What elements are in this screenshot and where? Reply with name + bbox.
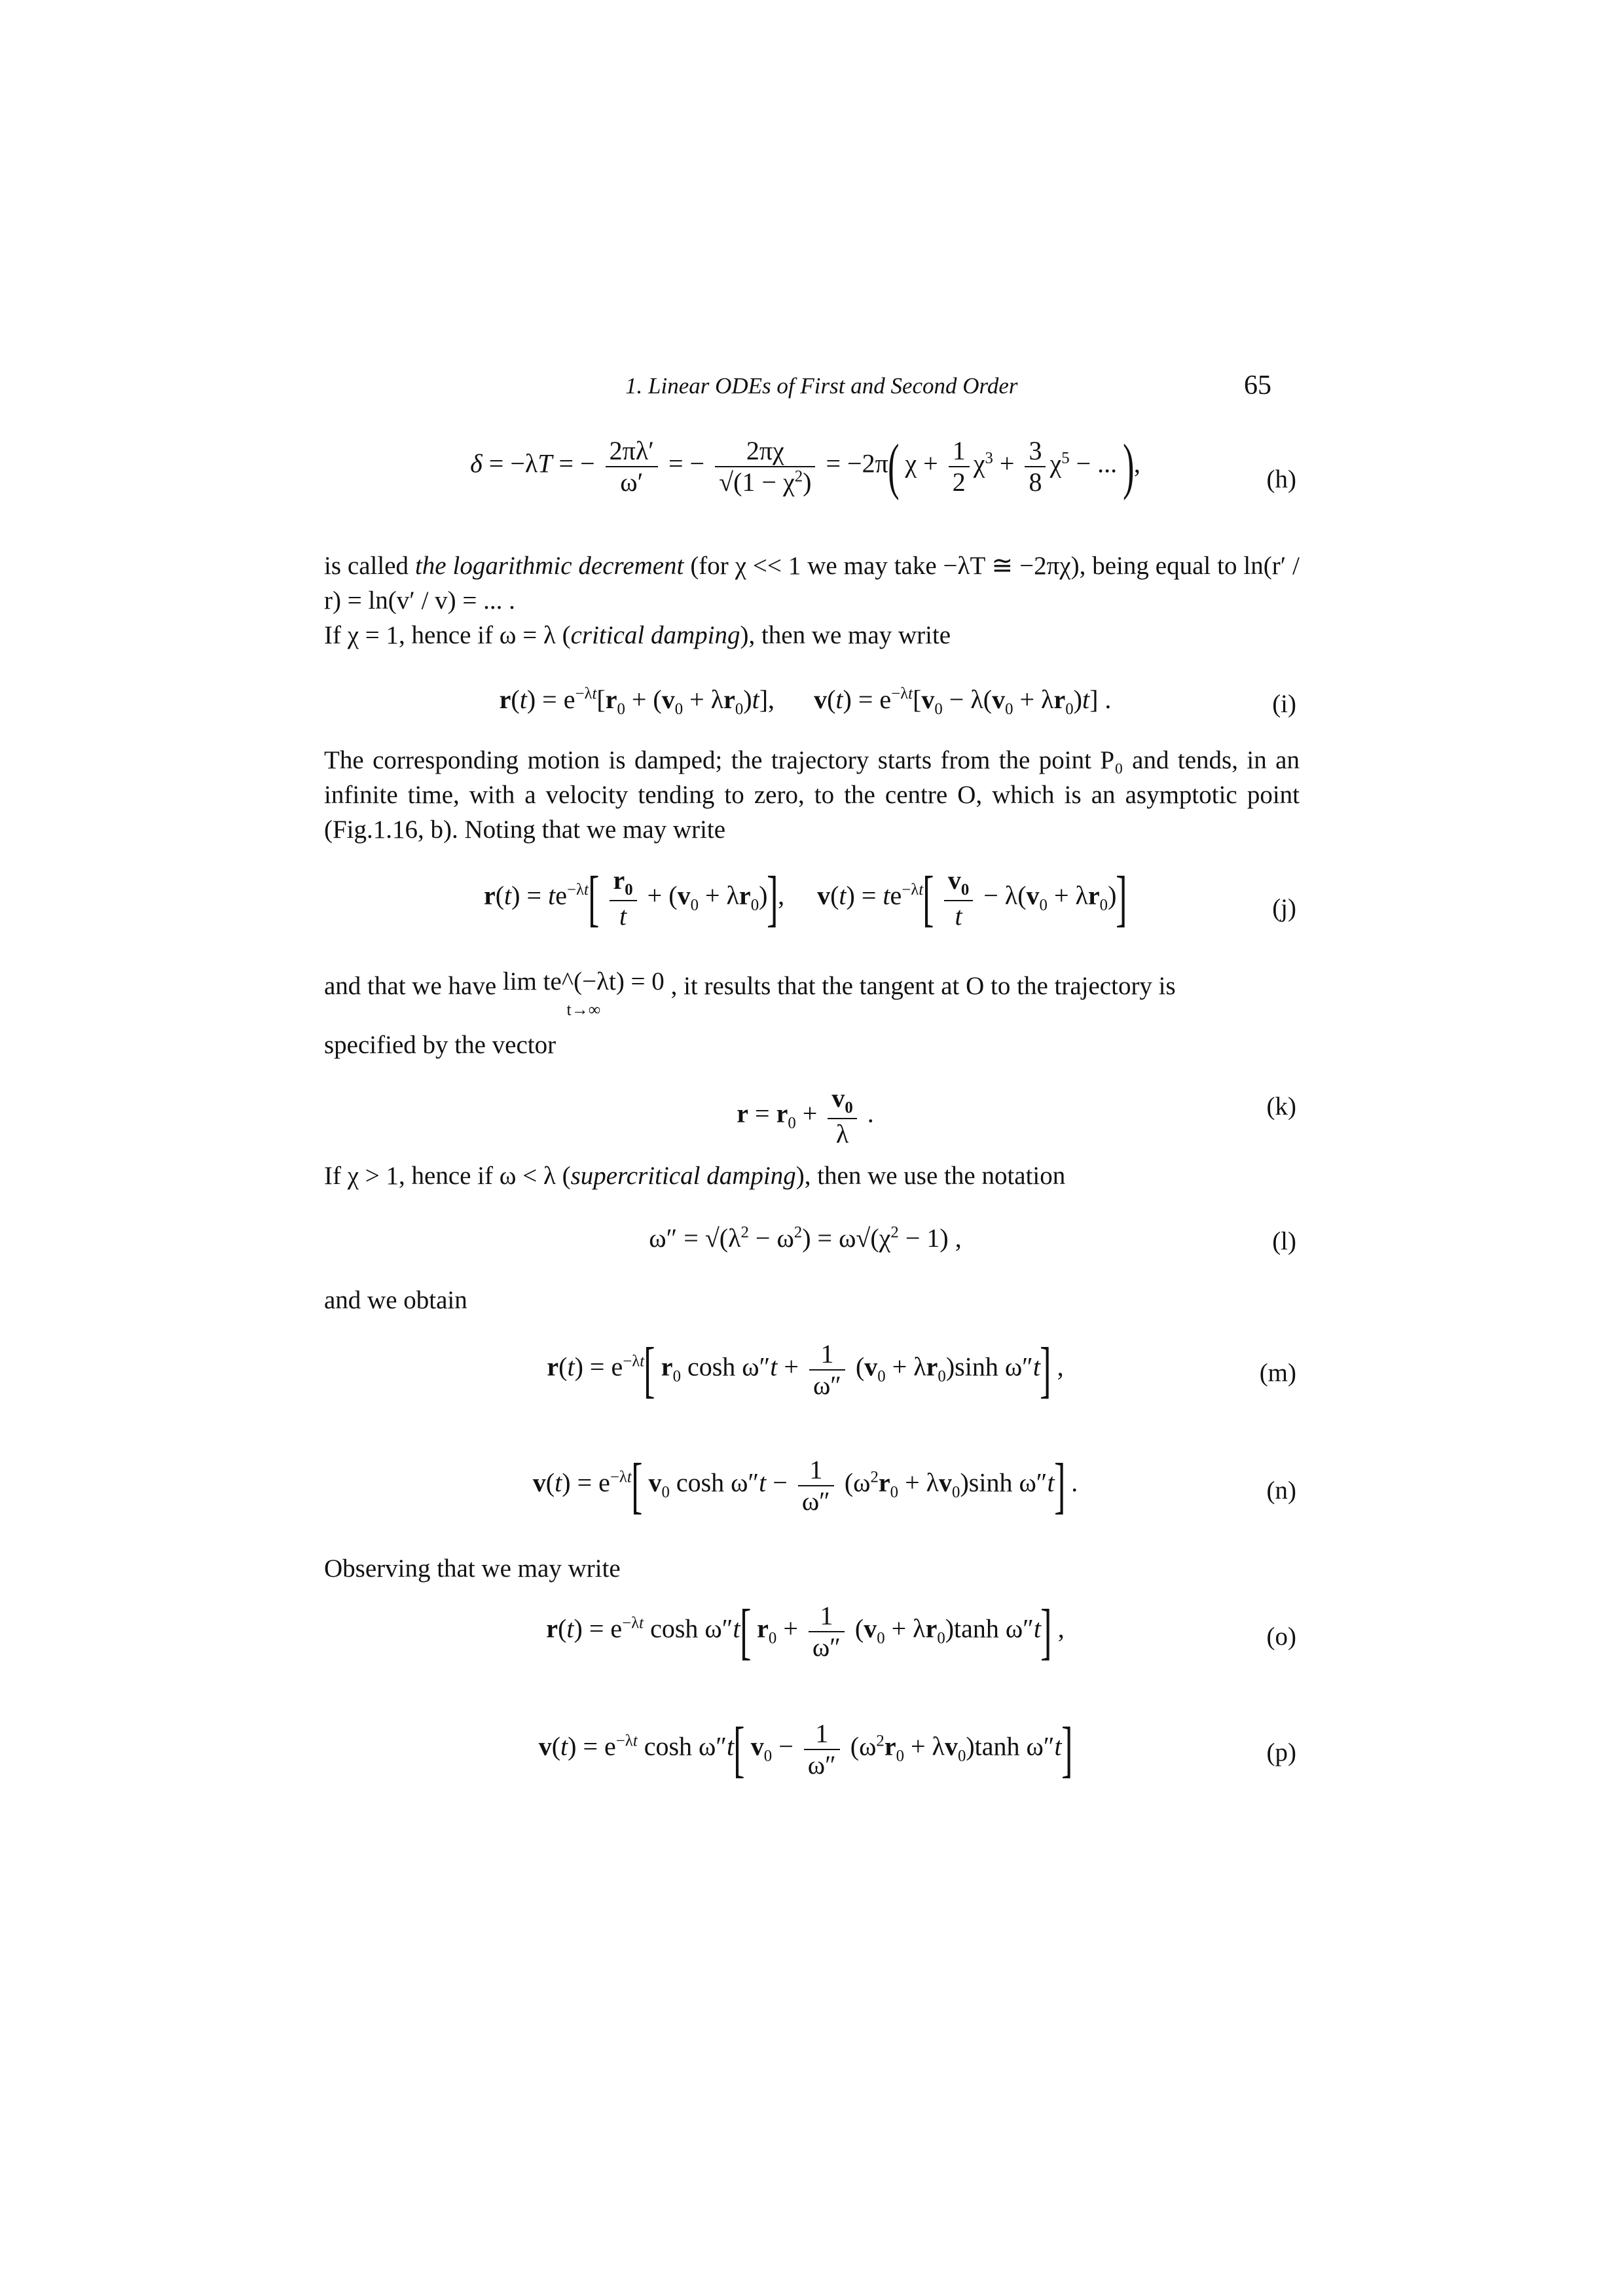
equation-label-o: (o) (1266, 1623, 1296, 1651)
equation-h: δ = −λT = − $\frac{2\pi\lambda'}{\omega'}$ = − $\frac{2\pi\chi}{√(1 - \chi^2)}$ = −2π( χ + $\frac{1}{2}$ $\chi^3$ + $\frac{3}{8}$ $\chi^5$ − ... ), (470, 431, 1140, 501)
equation-label-n: (n) (1266, 1477, 1296, 1505)
equation-i: $r(t) = e^{-\lambda t}[r_0 + (v_0 + \lambda r_0)t]$, $v(t) = e^{-\lambda t}[v_0 - \lambda(v_0 + \lambda r_0)t]$ . (499, 685, 1112, 718)
equation-j: $r(t) = te^{-\lambda t}$[ $\frac{r_0}{t}$ + $(v_0 + \lambda r_0)$], $v(t) = te^{-\lambda t}$[ $\frac{v_0}{t}$ − $\lambda(v_0 + \lambda r_0)$] (483, 863, 1127, 933)
equation-n: $v(t) = e^{-\lambda t}$[ $v_0$ cosh ω″t − $\frac{1}{\omega''}$ $(\omega^2r_0 + \lambda v_0)\sinh$ ω″t] . (532, 1450, 1078, 1520)
equation-label-h: (h) (1266, 465, 1296, 493)
equation-l: $\omega'' = √(\lambda^2 - \omega^2) = \omega√(\chi^2 - 1)$ , (649, 1223, 962, 1253)
equation-label-j: (j) (1272, 894, 1296, 922)
paragraph-observing: Observing that we may write (324, 1554, 621, 1583)
page-number: 65 (1244, 370, 1271, 401)
equation-label-p: (p) (1266, 1738, 1296, 1767)
paragraph-damped-motion: The corresponding motion is damped; the trajectory starts from the point P₀ and tends, in an infinite time, with a velocity tending to zero, to the centre O, which is an asymptotic point (Fig.1.16, b). Noting that we may write (324, 746, 1300, 844)
paragraph-supercritical: If χ > 1, hence if ω < λ (supercritical damping), then we use the notation (324, 1162, 1066, 1190)
paragraph-limit: and that we have lim te^(−λt) = 0 t→∞ , it results that the tangent at O to the trajectory is specified by the vector (324, 967, 1176, 1059)
running-header: 1. Linear ODEs of First and Second Order (625, 373, 1018, 399)
paragraph-log-decrement: is called the logarithmic decrement (for χ << 1 we may take −λT ≅ −2πχ), being equal to ln(r′ / r) = ln(v′ / v) = ... . If χ = 1, hence if ω = λ (critical damping), then we may write (324, 552, 1300, 649)
equation-m: $r(t) = e^{-\lambda t}$[ $r_0$ cosh ω″t + $\frac{1}{\omega''}$ $(v_0 + \lambda r_0)\sinh$ ω″t] , (547, 1335, 1064, 1404)
equation-label-l: (l) (1272, 1227, 1296, 1255)
paragraph-we-obtain: and we obtain (324, 1286, 467, 1314)
equation-label-m: (m) (1259, 1359, 1296, 1387)
equation-o: $r(t) = e^{-\lambda t}$ cosh ω″t[ $r_0$ + $\frac{1}{\omega''}$ $(v_0 + \lambda r_0)\tanh$ ω″t] , (546, 1596, 1065, 1666)
equation-label-i: (i) (1272, 690, 1296, 718)
equation-k: $r = r_0$ + $\frac{v_0}{\lambda}$ . (737, 1083, 874, 1149)
equation-label-k: (k) (1266, 1092, 1296, 1121)
equation-p: $v(t) = e^{-\lambda t}$ cosh ω″t[ $v_0$ − $\frac{1}{\omega''}$ $(\omega^2r_0 + \lambda v_0)\tanh$ ω″t] (538, 1714, 1073, 1784)
